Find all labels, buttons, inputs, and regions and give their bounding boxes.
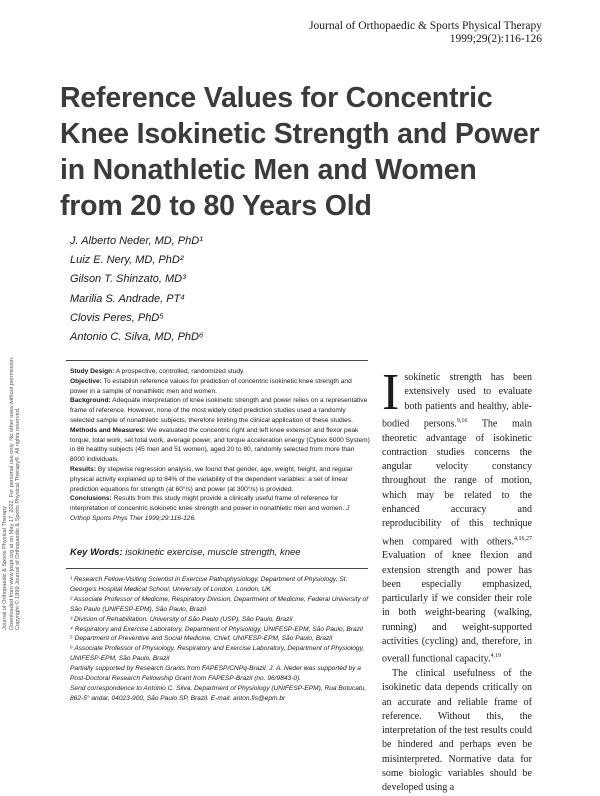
abstract-conclusions (70, 494, 370, 523)
text: By stepwise regression analysis, we found that gender, age, weight, height, and regular physical activity explained up to 84% of the variability of the dependent variables: a set of linear prediction equations for strength (at 60°/s) and power (at 300°/s) is provided. (70, 465, 353, 493)
footnote: ⁶ Associate Professor of Physiology, Respiratory and Exercise Laboratory, Department of Physiology, UNIFESP-EPM, São Paulo, Brazil (70, 645, 365, 663)
label: Study Design: (70, 368, 115, 375)
footnote: ⁵ Department of Preventive and Social Medicine, Chief, UNIFESP-EPM, São Paulo, Brazil (70, 635, 333, 643)
keywords-label: Key Words: (70, 547, 123, 558)
abstract-methods (70, 426, 370, 465)
label: Background: (70, 397, 111, 405)
author: J. Alberto Neder, MD, PhD¹ (70, 235, 203, 247)
author-list (70, 232, 204, 347)
copyright-line: Copyright © 1999 Journal of Orthopaedic & Sports Physical Therapy®. All rights reserved. (15, 407, 21, 630)
body-text (382, 364, 532, 796)
author: Luiz E. Nery, MD, PhD² (70, 254, 184, 267)
text: A prospective, controlled, randomized study. (115, 368, 245, 375)
footnotes-divider (66, 568, 368, 569)
footnote: ⁴ Respiratory and Exercise Laboratory, Department of Physiology, UNIFESP-EPM, São Paulo, Brazil (70, 625, 363, 633)
abstract (70, 367, 370, 524)
author: Clovis Peres, PhD⁵ (70, 311, 164, 324)
footnote: ³ Division of Rehabilitation, University of São Paulo (USP), São Paulo, Brazil (70, 615, 293, 623)
text: sokinetic strength has been extensively used to evaluate both patients and healthy, able-bodied persons. (382, 372, 532, 430)
reference: 4,16,27 (514, 535, 532, 542)
journal-name: Journal of Orthopaedic & Sports Physical Therapy (309, 20, 542, 32)
footnote: ¹ Research Fellow-Visiting Scientist in Exercise Pathophysiology, Department of Physiology, St. George's Hospital Medical School, University of London, London, UK (70, 576, 348, 593)
keywords-text: isokinetic exercise, muscle strength, knee (125, 547, 301, 558)
label: Methods and Measures: (70, 426, 146, 434)
footnotes (70, 575, 370, 704)
author: Antonio C. Silva, MD, PhD⁶ (70, 331, 204, 344)
drop-cap: I (382, 364, 400, 421)
abstract-study-design (70, 367, 370, 377)
keywords (70, 547, 370, 558)
footnote: Partially supported by Research Grants from FAPESP/CNPq-Brazil. J. A. Neder was supported by a Post-Doctoral Research Fellowship Grant from FAPESP-Brazil (no. 96/9843-0). (70, 665, 361, 683)
text: The main theoretic advantage of isokinetic contraction studies concerns the angular velocity constancy throughout the range of motion, which may be related to the enhanced accuracy and reproducibility of this technique when compared with others. (382, 418, 532, 547)
abstract-results (70, 465, 370, 494)
body-paragraph: The clinical usefulness of the isokinetic data depends critically on an accurate and reliable frame of reference. Without this, the interpretation of the test results could be hindered and perhaps even be misinterpreted. Normative data for some biologic variables should be developed using a (382, 667, 532, 794)
label: Objective: (70, 377, 102, 385)
footnote: ² Associate Professor of Medicine, Respiratory Division, Department of Medicine, Federal University of São Paulo (UNIFESP-EPM), São Paulo, Brazil (70, 595, 369, 613)
body-paragraph (382, 364, 532, 667)
label: Results: (70, 465, 97, 473)
article-title: Reference Values for Concentric Knee Isokinetic Strength and Power in Nonathletic Men and Women from 20 to 80 Years Old (60, 82, 540, 222)
text: Evaluation of knee flexion and extension strength and power has been especially emphasized, particularly if we consider their role in both weight-bearing (walking, running) and weight-supported activities (cycling) and, therefore, in overall functional capacity. (382, 550, 532, 665)
author: Marilia S. Andrade, PT⁴ (70, 292, 186, 305)
copyright-line: Downloaded from www.jospt.org at on May 17, 2022. For personal use only. No other uses without permission. (8, 356, 15, 630)
journal-header (309, 20, 542, 46)
reference: 4,19 (490, 653, 501, 660)
author: Gilson T. Shinzato, MD³ (70, 273, 186, 286)
abstract-citation: J Orthop Sports Phys Ther 1999;29:116-126. (70, 505, 350, 522)
text: We evaluated the concentric right and left knee extensor and flexor peak torque, total work, set total work, average power, and torque acceleration energy (Cybex 6000 System) in 86 healthy subjects (45 men and 51 women), aged 20 to 80, randomly selected from more than 8000 individuals. (70, 426, 370, 464)
abstract-divider (66, 360, 368, 361)
copyright-line: Journal of Orthopaedic & Sports Physical Therapy (2, 506, 8, 630)
reference: 9,16 (456, 417, 468, 424)
text: To establish reference values for prediction of concentric isokinetic knee strength and power in a sample of nonathletic men and women. (70, 377, 352, 395)
text: Adequate interpretation of knee isokinetic strength and power relies on a representative frame of reference. However, none of the most widely cited prediction studies used a randomly selected sample of nonathletic subjects, therefore limiting the clinical application of these studies. (70, 397, 368, 424)
label: Conclusions: (70, 495, 112, 503)
journal-citation: 1999;29(2):116-126 (449, 33, 542, 45)
abstract-background (70, 396, 370, 425)
text: Results from this study might provide a clinically useful frame of reference for interpretation of concentric isokinetic knee strength and power in nonathletic men and women. (70, 495, 345, 513)
abstract-objective (70, 377, 370, 397)
sidebar-copyright (2, 230, 22, 630)
footnote: Send correspondence to Antonio C. Silva, Department of Physiology (UNIFESP-EPM), Rua Botucatu, 862-5° andar, 04023-900, São Paulo SP, Brazil. E-mail: anton.fis@epm.br (70, 684, 367, 702)
